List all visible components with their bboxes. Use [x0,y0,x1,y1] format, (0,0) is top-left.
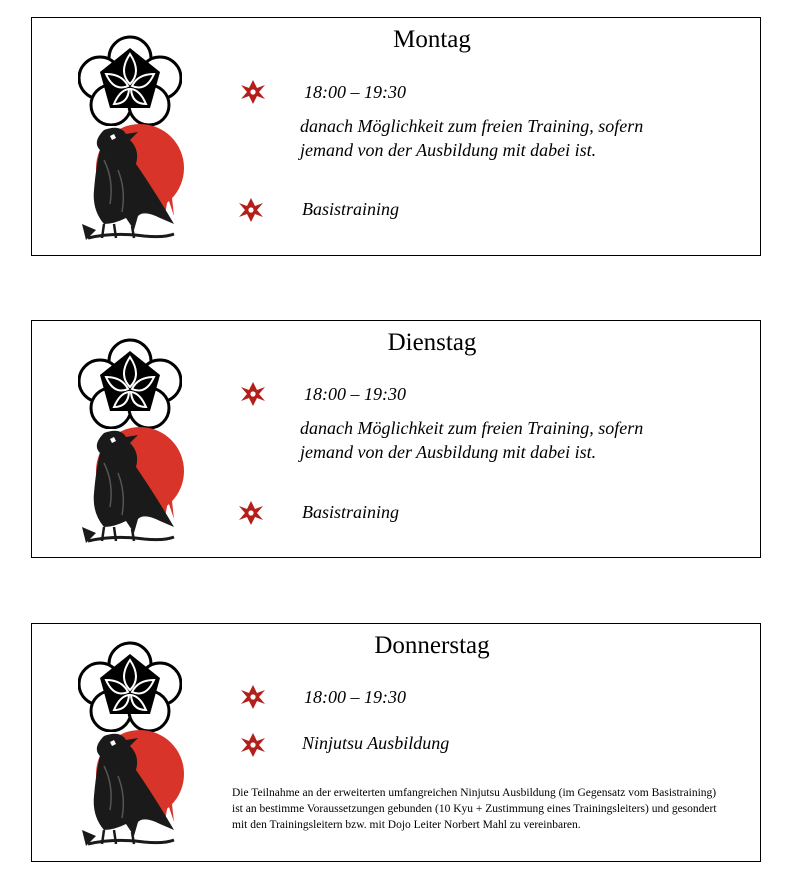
schedule-card-montag [31,17,761,256]
kamon-crest-icon [78,34,182,126]
time-slot: 18:00 – 19:30 [304,687,406,707]
time-slot: 18:00 – 19:30 [304,384,406,404]
shuriken-icon [238,730,268,760]
raven-sun-icon [74,423,186,549]
training-type: Ninjutsu Ausbildung [302,733,450,753]
description-line: jemand von der Ausbildung mit dabei ist. [300,442,597,462]
shuriken-icon [238,379,268,409]
description-line: danach Möglichkeit zum freien Training, sofern [300,116,644,136]
kamon-crest-icon [78,640,182,732]
time-slot: 18:00 – 19:30 [304,82,406,102]
description-line: jemand von der Ausbildung mit dabei ist. [300,140,597,160]
day-title: Montag [393,26,471,53]
schedule-card-dienstag [31,320,761,558]
shuriken-icon [236,195,266,225]
shuriken-icon [238,682,268,712]
shuriken-icon [236,498,266,528]
raven-sun-icon [74,120,186,246]
schedule-card-donnerstag [31,623,761,862]
day-title: Donnerstag [374,632,490,659]
day-title: Dienstag [387,329,477,356]
raven-sun-icon [74,726,186,852]
description [300,416,643,464]
description [300,114,643,162]
training-type: Basistraining [302,502,400,522]
shuriken-icon [238,77,268,107]
description-line: danach Möglichkeit zum freien Training, sofern [300,418,644,438]
participation-note: Die Teilnahme an der erweiterten umfangreichen Ninjutsu Ausbildung (im Gegensatz vom Basistraining) ist an bestimme Voraussetzungen gebunden (10 Kyu + Zustimmung eines Trainingsleiters) und gesondert mit den Trainingsleitern bzw. mit Dojo Leiter Norbert Mahl zu vereinbaren. [232,787,717,831]
training-type: Basistraining [302,199,400,219]
kamon-crest-icon [78,337,182,429]
